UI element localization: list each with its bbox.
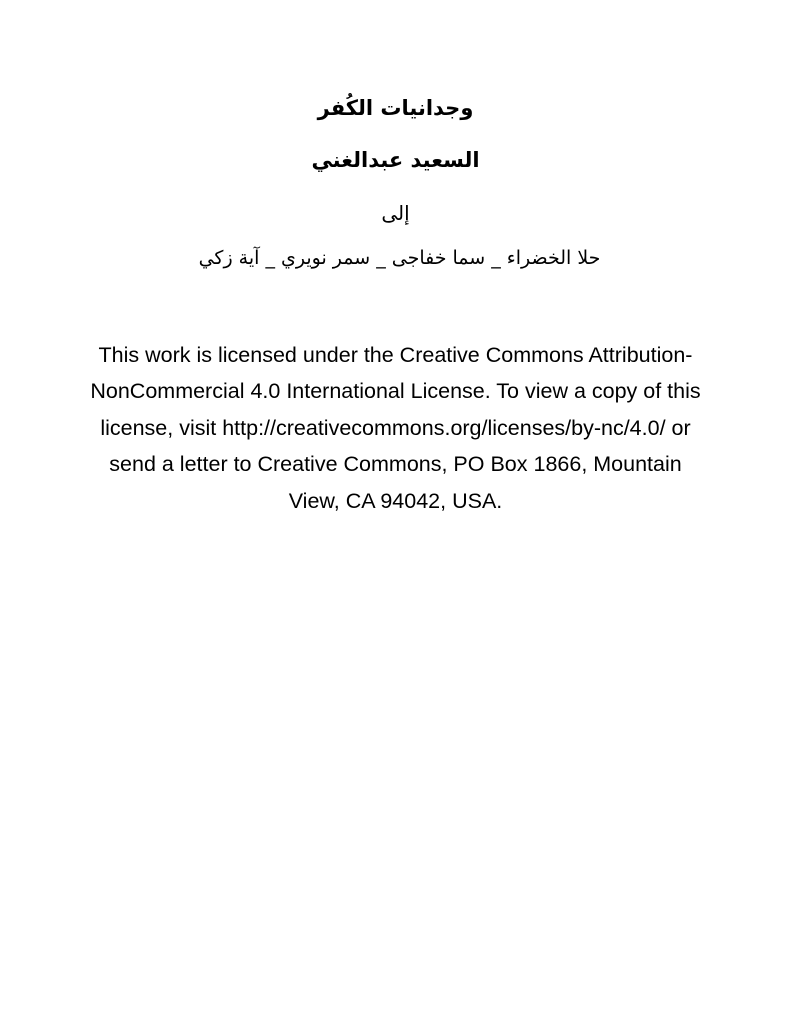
author-name: السعيد عبدالغني: [311, 148, 480, 172]
license-notice: This work is licensed under the Creative Commons Attribution-NonCommercial 4.0 International License. To view a copy of this license, visit http://creativecommons.org/licenses/by-nc/4.0/ or send a letter to Creative Commons, PO Box 1866, Mountain View, CA 94042, USA.: [90, 343, 701, 513]
dedication-label: إلى: [381, 201, 410, 225]
dedication-names: حلا الخضراء _ سما خفاجى _ سمر نويري _ آية زكي: [198, 247, 601, 269]
book-title: وجدانيات الكُفر: [317, 96, 474, 120]
